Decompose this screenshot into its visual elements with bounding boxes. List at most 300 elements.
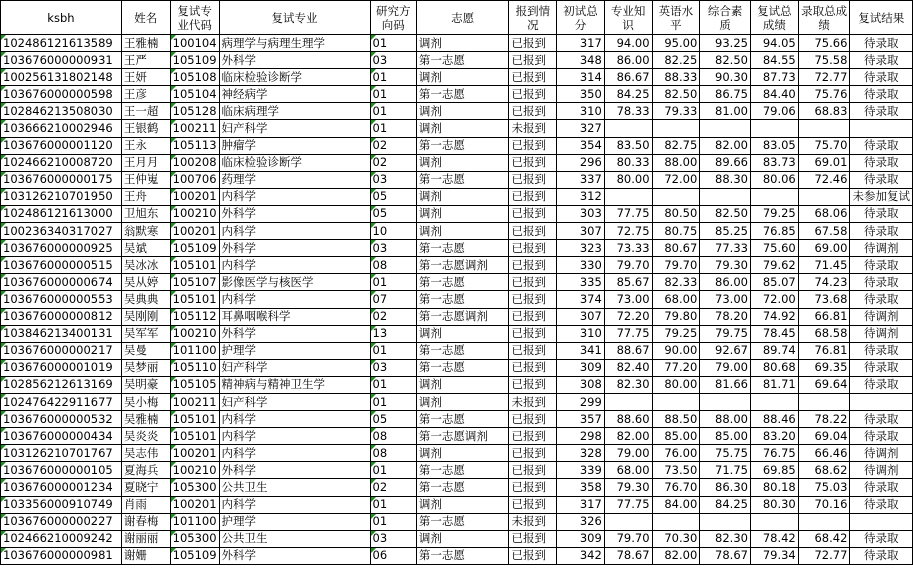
- cell-major-code[interactable]: 105104: [170, 86, 219, 103]
- cell-major-code[interactable]: 100706: [170, 171, 219, 188]
- cell-ksbh[interactable]: 103666210002946: [1, 120, 122, 137]
- col-header-major-code[interactable]: 复试专业代码: [170, 1, 219, 35]
- cell-major-code[interactable]: 105300: [170, 479, 219, 496]
- cell-admission-total[interactable]: 75.58: [798, 52, 850, 69]
- cell-major-code[interactable]: 100210: [170, 205, 219, 222]
- cell-professional[interactable]: 86.00: [604, 52, 652, 69]
- cell-english[interactable]: 82.00: [652, 547, 700, 564]
- col-header-report-status[interactable]: 报到情况: [509, 1, 557, 35]
- cell-admission-total[interactable]: 73.68: [798, 291, 850, 308]
- cell-english[interactable]: 82.25: [652, 52, 700, 69]
- cell-direction-code[interactable]: 01: [370, 120, 416, 137]
- cell-preference[interactable]: 调剂: [416, 530, 509, 547]
- cell-admission-total[interactable]: 67.58: [798, 223, 850, 240]
- cell-preference[interactable]: 第一志愿调剂: [416, 308, 509, 325]
- cell-result[interactable]: 待录取: [850, 171, 913, 188]
- cell-result[interactable]: 待录取: [850, 223, 913, 240]
- cell-overall-quality[interactable]: 82.50: [700, 205, 751, 222]
- cell-preference[interactable]: 调剂: [416, 445, 509, 462]
- cell-major-code[interactable]: 100104: [170, 35, 219, 52]
- cell-direction-code[interactable]: 06: [370, 547, 416, 564]
- cell-preference[interactable]: 第一志愿: [416, 137, 509, 154]
- cell-name[interactable]: 吴志伟: [121, 445, 170, 462]
- cell-direction-code[interactable]: 02: [370, 479, 416, 496]
- cell-direction-code[interactable]: 01: [370, 35, 416, 52]
- cell-direction-code[interactable]: 03: [370, 240, 416, 257]
- cell-result[interactable]: 待录取: [850, 274, 913, 291]
- cell-ksbh[interactable]: 103676000000515: [1, 257, 122, 274]
- cell-major[interactable]: 内科学: [219, 445, 370, 462]
- cell-initial-score[interactable]: 307: [557, 223, 605, 240]
- cell-professional[interactable]: 88.60: [604, 411, 652, 428]
- cell-admission-total[interactable]: 75.70: [798, 137, 850, 154]
- cell-result[interactable]: 待录取: [850, 103, 913, 120]
- cell-professional[interactable]: 86.67: [604, 69, 652, 86]
- cell-major[interactable]: 外科学: [219, 325, 370, 342]
- cell-major-code[interactable]: 100208: [170, 154, 219, 171]
- cell-preference[interactable]: 调剂: [416, 120, 509, 137]
- cell-major-code[interactable]: 100210: [170, 462, 219, 479]
- cell-initial-score[interactable]: 317: [557, 35, 605, 52]
- cell-preference[interactable]: 第一志愿: [416, 291, 509, 308]
- cell-direction-code[interactable]: 03: [370, 171, 416, 188]
- cell-admission-total[interactable]: [798, 513, 850, 530]
- cell-direction-code[interactable]: 01: [370, 513, 416, 530]
- cell-major[interactable]: 妇产科学: [219, 120, 370, 137]
- cell-major[interactable]: 内科学: [219, 188, 370, 205]
- cell-retest-total[interactable]: 72.00: [750, 291, 798, 308]
- cell-result[interactable]: 待录取: [850, 530, 913, 547]
- cell-report-status[interactable]: 已报到: [509, 240, 557, 257]
- cell-admission-total[interactable]: 69.04: [798, 428, 850, 445]
- cell-major[interactable]: 妇产科学: [219, 393, 370, 410]
- cell-direction-code[interactable]: 01: [370, 342, 416, 359]
- cell-major-code[interactable]: 105113: [170, 137, 219, 154]
- cell-preference[interactable]: 调剂: [416, 154, 509, 171]
- cell-result[interactable]: 待录取: [850, 154, 913, 171]
- cell-major[interactable]: 外科学: [219, 205, 370, 222]
- cell-initial-score[interactable]: 317: [557, 496, 605, 513]
- cell-ksbh[interactable]: 103676000000105: [1, 462, 122, 479]
- cell-major[interactable]: 临床检验诊断学: [219, 154, 370, 171]
- cell-result[interactable]: 待录取: [850, 411, 913, 428]
- col-header-english[interactable]: 英语水平: [652, 1, 700, 35]
- cell-report-status[interactable]: 已报到: [509, 188, 557, 205]
- cell-major[interactable]: 内科学: [219, 223, 370, 240]
- cell-result[interactable]: 待调剂: [850, 462, 913, 479]
- cell-major[interactable]: 病理学与病理生理学: [219, 35, 370, 52]
- cell-name[interactable]: 夏海兵: [121, 462, 170, 479]
- cell-preference[interactable]: 第一志愿: [416, 274, 509, 291]
- cell-overall-quality[interactable]: 77.33: [700, 240, 751, 257]
- cell-overall-quality[interactable]: 78.20: [700, 308, 751, 325]
- cell-major-code[interactable]: 105107: [170, 274, 219, 291]
- cell-english[interactable]: 88.33: [652, 69, 700, 86]
- cell-retest-total[interactable]: 75.60: [750, 240, 798, 257]
- cell-major-code[interactable]: 105109: [170, 240, 219, 257]
- cell-result[interactable]: 待调剂: [850, 308, 913, 325]
- cell-major[interactable]: 内科学: [219, 257, 370, 274]
- cell-report-status[interactable]: 已报到: [509, 445, 557, 462]
- cell-result[interactable]: 未参加复试: [850, 188, 913, 205]
- cell-preference[interactable]: 调剂: [416, 103, 509, 120]
- cell-direction-code[interactable]: 03: [370, 530, 416, 547]
- cell-major[interactable]: 影像医学与核医学: [219, 274, 370, 291]
- cell-report-status[interactable]: 已报到: [509, 411, 557, 428]
- cell-overall-quality[interactable]: 75.75: [700, 445, 751, 462]
- cell-direction-code[interactable]: 02: [370, 154, 416, 171]
- cell-result[interactable]: 待录取: [850, 52, 913, 69]
- col-header-initial-score[interactable]: 初试总分: [557, 1, 605, 35]
- cell-professional[interactable]: 68.00: [604, 462, 652, 479]
- cell-major-code[interactable]: 105108: [170, 69, 219, 86]
- cell-direction-code[interactable]: 08: [370, 257, 416, 274]
- cell-preference[interactable]: 第一志愿调剂: [416, 428, 509, 445]
- cell-retest-total[interactable]: 79.62: [750, 257, 798, 274]
- cell-report-status[interactable]: 已报到: [509, 530, 557, 547]
- cell-retest-total[interactable]: 87.73: [750, 69, 798, 86]
- cell-professional[interactable]: 78.33: [604, 103, 652, 120]
- cell-direction-code[interactable]: 01: [370, 69, 416, 86]
- cell-result[interactable]: 待录取: [850, 291, 913, 308]
- cell-retest-total[interactable]: [750, 188, 798, 205]
- cell-major[interactable]: 内科学: [219, 291, 370, 308]
- cell-initial-score[interactable]: 323: [557, 240, 605, 257]
- col-header-admission-total[interactable]: 录取总成绩: [798, 1, 850, 35]
- cell-preference[interactable]: 第一志愿: [416, 171, 509, 188]
- cell-admission-total[interactable]: 68.06: [798, 205, 850, 222]
- cell-ksbh[interactable]: 102486121613589: [1, 35, 122, 52]
- cell-direction-code[interactable]: 02: [370, 137, 416, 154]
- cell-retest-total[interactable]: [750, 513, 798, 530]
- cell-professional[interactable]: 77.75: [604, 496, 652, 513]
- cell-initial-score[interactable]: 339: [557, 462, 605, 479]
- cell-professional[interactable]: 77.75: [604, 325, 652, 342]
- cell-report-status[interactable]: 已报到: [509, 342, 557, 359]
- cell-english[interactable]: 95.00: [652, 35, 700, 52]
- cell-professional[interactable]: 72.75: [604, 223, 652, 240]
- cell-report-status[interactable]: 已报到: [509, 171, 557, 188]
- cell-major[interactable]: 临床病理学: [219, 103, 370, 120]
- cell-retest-total[interactable]: 81.71: [750, 376, 798, 393]
- col-header-name[interactable]: 姓名: [121, 1, 170, 35]
- cell-admission-total[interactable]: 72.77: [798, 69, 850, 86]
- cell-admission-total[interactable]: 74.23: [798, 274, 850, 291]
- cell-direction-code[interactable]: 05: [370, 411, 416, 428]
- cell-direction-code[interactable]: 07: [370, 291, 416, 308]
- cell-name[interactable]: 吴梦丽: [121, 359, 170, 376]
- cell-report-status[interactable]: 已报到: [509, 35, 557, 52]
- cell-major-code[interactable]: 100201: [170, 188, 219, 205]
- cell-retest-total[interactable]: 88.46: [750, 411, 798, 428]
- cell-major[interactable]: 内科学: [219, 428, 370, 445]
- cell-major-code[interactable]: 105128: [170, 103, 219, 120]
- cell-overall-quality[interactable]: 79.75: [700, 325, 751, 342]
- cell-initial-score[interactable]: 312: [557, 188, 605, 205]
- cell-english[interactable]: 82.33: [652, 274, 700, 291]
- cell-admission-total[interactable]: 69.00: [798, 240, 850, 257]
- cell-ksbh[interactable]: 102476422911677: [1, 393, 122, 410]
- cell-name[interactable]: 谢丽丽: [121, 530, 170, 547]
- cell-overall-quality[interactable]: [700, 393, 751, 410]
- cell-retest-total[interactable]: 78.42: [750, 530, 798, 547]
- cell-initial-score[interactable]: 354: [557, 137, 605, 154]
- cell-retest-total[interactable]: 85.07: [750, 274, 798, 291]
- cell-major[interactable]: 公共卫生: [219, 479, 370, 496]
- cell-preference[interactable]: 第一志愿: [416, 547, 509, 564]
- cell-major-code[interactable]: 105109: [170, 547, 219, 564]
- cell-ksbh[interactable]: 103676000001120: [1, 137, 122, 154]
- cell-english[interactable]: 79.70: [652, 257, 700, 274]
- cell-name[interactable]: 王永: [121, 137, 170, 154]
- cell-major[interactable]: 临床检验诊断学: [219, 69, 370, 86]
- cell-admission-total[interactable]: 66.81: [798, 308, 850, 325]
- cell-name[interactable]: 吴从婷: [121, 274, 170, 291]
- cell-preference[interactable]: 第一志愿: [416, 462, 509, 479]
- cell-name[interactable]: 吴军军: [121, 325, 170, 342]
- cell-professional[interactable]: 79.70: [604, 257, 652, 274]
- cell-result[interactable]: [850, 120, 913, 137]
- col-header-overall-quality[interactable]: 综合素质: [700, 1, 751, 35]
- cell-name[interactable]: 吴明豪: [121, 376, 170, 393]
- cell-direction-code[interactable]: 13: [370, 325, 416, 342]
- cell-major-code[interactable]: 105101: [170, 291, 219, 308]
- cell-major[interactable]: 肿瘤学: [219, 137, 370, 154]
- cell-retest-total[interactable]: 76.85: [750, 223, 798, 240]
- cell-initial-score[interactable]: 314: [557, 69, 605, 86]
- cell-professional[interactable]: 88.67: [604, 342, 652, 359]
- cell-overall-quality[interactable]: 82.00: [700, 137, 751, 154]
- cell-overall-quality[interactable]: 79.30: [700, 257, 751, 274]
- cell-initial-score[interactable]: 358: [557, 479, 605, 496]
- cell-retest-total[interactable]: 69.85: [750, 462, 798, 479]
- cell-english[interactable]: 79.25: [652, 325, 700, 342]
- cell-direction-code[interactable]: 01: [370, 393, 416, 410]
- cell-preference[interactable]: 第一志愿: [416, 52, 509, 69]
- cell-result[interactable]: [850, 393, 913, 410]
- cell-english[interactable]: 80.67: [652, 240, 700, 257]
- cell-result[interactable]: [850, 513, 913, 530]
- cell-admission-total[interactable]: 71.45: [798, 257, 850, 274]
- cell-result[interactable]: 待调剂: [850, 325, 913, 342]
- cell-name[interactable]: 吴炎炎: [121, 428, 170, 445]
- cell-direction-code[interactable]: 01: [370, 274, 416, 291]
- cell-professional[interactable]: 73.00: [604, 291, 652, 308]
- cell-major[interactable]: 护理学: [219, 513, 370, 530]
- cell-report-status[interactable]: 已报到: [509, 86, 557, 103]
- cell-english[interactable]: 76.70: [652, 479, 700, 496]
- cell-ksbh[interactable]: 103676000000217: [1, 342, 122, 359]
- cell-result[interactable]: 待录取: [850, 479, 913, 496]
- cell-overall-quality[interactable]: 85.00: [700, 428, 751, 445]
- cell-direction-code[interactable]: 01: [370, 496, 416, 513]
- cell-admission-total[interactable]: 72.46: [798, 171, 850, 188]
- cell-overall-quality[interactable]: 85.25: [700, 223, 751, 240]
- cell-direction-code[interactable]: 05: [370, 205, 416, 222]
- cell-major-code[interactable]: 100211: [170, 393, 219, 410]
- cell-retest-total[interactable]: 84.40: [750, 86, 798, 103]
- cell-preference[interactable]: 调剂: [416, 496, 509, 513]
- cell-preference[interactable]: 第一志愿: [416, 359, 509, 376]
- cell-direction-code[interactable]: 03: [370, 52, 416, 69]
- cell-report-status[interactable]: 未报到: [509, 513, 557, 530]
- cell-admission-total[interactable]: [798, 120, 850, 137]
- cell-major[interactable]: 内科学: [219, 496, 370, 513]
- cell-result[interactable]: 待录取: [850, 428, 913, 445]
- cell-name[interactable]: 夏晓宁: [121, 479, 170, 496]
- cell-major-code[interactable]: 105101: [170, 428, 219, 445]
- cell-major[interactable]: 妇产科学: [219, 359, 370, 376]
- cell-major[interactable]: 药理学: [219, 171, 370, 188]
- cell-retest-total[interactable]: 78.45: [750, 325, 798, 342]
- cell-major[interactable]: 内科学: [219, 411, 370, 428]
- cell-name[interactable]: 吴雅楠: [121, 411, 170, 428]
- cell-name[interactable]: 王舟: [121, 188, 170, 205]
- cell-overall-quality[interactable]: 90.30: [700, 69, 751, 86]
- cell-ksbh[interactable]: 103676000000598: [1, 86, 122, 103]
- cell-professional[interactable]: 84.25: [604, 86, 652, 103]
- cell-name[interactable]: 吴小梅: [121, 393, 170, 410]
- cell-ksbh[interactable]: 103676000000925: [1, 240, 122, 257]
- cell-english[interactable]: 77.20: [652, 359, 700, 376]
- cell-major-code[interactable]: 105112: [170, 308, 219, 325]
- cell-retest-total[interactable]: [750, 120, 798, 137]
- cell-report-status[interactable]: 已报到: [509, 103, 557, 120]
- cell-english[interactable]: [652, 393, 700, 410]
- cell-name[interactable]: 吴冰冰: [121, 257, 170, 274]
- cell-name[interactable]: 王仲嵬: [121, 171, 170, 188]
- cell-major[interactable]: 精神病与精神卫生学: [219, 376, 370, 393]
- cell-report-status[interactable]: 已报到: [509, 154, 557, 171]
- cell-name[interactable]: 王银鹤: [121, 120, 170, 137]
- cell-professional[interactable]: 83.50: [604, 137, 652, 154]
- cell-retest-total[interactable]: 79.34: [750, 547, 798, 564]
- cell-major-code[interactable]: 100201: [170, 445, 219, 462]
- cell-ksbh[interactable]: 103676000000532: [1, 411, 122, 428]
- cell-initial-score[interactable]: 310: [557, 103, 605, 120]
- cell-ksbh[interactable]: 103676000000175: [1, 171, 122, 188]
- cell-name[interactable]: 王月月: [121, 154, 170, 171]
- cell-initial-score[interactable]: 357: [557, 411, 605, 428]
- cell-major[interactable]: 耳鼻咽喉科学: [219, 308, 370, 325]
- cell-name[interactable]: 王严: [121, 52, 170, 69]
- cell-professional[interactable]: [604, 513, 652, 530]
- cell-initial-score[interactable]: 350: [557, 86, 605, 103]
- cell-preference[interactable]: 第一志愿: [416, 479, 509, 496]
- cell-overall-quality[interactable]: 86.30: [700, 479, 751, 496]
- cell-ksbh[interactable]: 103126210701767: [1, 445, 122, 462]
- cell-retest-total[interactable]: 79.25: [750, 205, 798, 222]
- cell-direction-code[interactable]: 08: [370, 445, 416, 462]
- cell-english[interactable]: 80.75: [652, 223, 700, 240]
- cell-retest-total[interactable]: 76.75: [750, 445, 798, 462]
- cell-major-code[interactable]: 105110: [170, 359, 219, 376]
- cell-overall-quality[interactable]: 78.67: [700, 547, 751, 564]
- cell-admission-total[interactable]: 75.76: [798, 86, 850, 103]
- cell-overall-quality[interactable]: 82.30: [700, 530, 751, 547]
- cell-ksbh[interactable]: 103676000000227: [1, 513, 122, 530]
- cell-preference[interactable]: 调剂: [416, 376, 509, 393]
- cell-admission-total[interactable]: 66.46: [798, 445, 850, 462]
- cell-english[interactable]: 90.00: [652, 342, 700, 359]
- cell-english[interactable]: 72.00: [652, 171, 700, 188]
- cell-ksbh[interactable]: 103676000000434: [1, 428, 122, 445]
- cell-professional[interactable]: 82.00: [604, 428, 652, 445]
- cell-professional[interactable]: [604, 393, 652, 410]
- cell-result[interactable]: 待调剂: [850, 445, 913, 462]
- cell-admission-total[interactable]: [798, 393, 850, 410]
- cell-admission-total[interactable]: 68.58: [798, 325, 850, 342]
- cell-initial-score[interactable]: 341: [557, 342, 605, 359]
- cell-name[interactable]: 王雅楠: [121, 35, 170, 52]
- cell-result[interactable]: 待调剂: [850, 240, 913, 257]
- cell-overall-quality[interactable]: 86.75: [700, 86, 751, 103]
- cell-result[interactable]: 待录取: [850, 137, 913, 154]
- cell-admission-total[interactable]: 69.01: [798, 154, 850, 171]
- cell-name[interactable]: 翁默寒: [121, 223, 170, 240]
- cell-overall-quality[interactable]: 93.25: [700, 35, 751, 52]
- cell-initial-score[interactable]: 303: [557, 205, 605, 222]
- cell-admission-total[interactable]: 68.83: [798, 103, 850, 120]
- cell-initial-score[interactable]: 374: [557, 291, 605, 308]
- cell-direction-code[interactable]: 01: [370, 103, 416, 120]
- cell-major[interactable]: 神经病学: [219, 86, 370, 103]
- cell-preference[interactable]: 第一志愿: [416, 86, 509, 103]
- cell-ksbh[interactable]: 100236340317027: [1, 223, 122, 240]
- cell-overall-quality[interactable]: 89.66: [700, 154, 751, 171]
- cell-initial-score[interactable]: 310: [557, 325, 605, 342]
- cell-ksbh[interactable]: 102466210009242: [1, 530, 122, 547]
- cell-initial-score[interactable]: 309: [557, 530, 605, 547]
- cell-preference[interactable]: 调剂: [416, 188, 509, 205]
- cell-ksbh[interactable]: 102486121613000: [1, 205, 122, 222]
- cell-report-status[interactable]: 已报到: [509, 137, 557, 154]
- cell-preference[interactable]: 第一志愿: [416, 240, 509, 257]
- cell-overall-quality[interactable]: 92.67: [700, 342, 751, 359]
- cell-ksbh[interactable]: 102856212613169: [1, 376, 122, 393]
- cell-ksbh[interactable]: 102846213508030: [1, 103, 122, 120]
- cell-professional[interactable]: 79.70: [604, 530, 652, 547]
- cell-retest-total[interactable]: 89.74: [750, 342, 798, 359]
- cell-ksbh[interactable]: 103676000000981: [1, 547, 122, 564]
- cell-major-code[interactable]: 105109: [170, 52, 219, 69]
- cell-report-status[interactable]: 已报到: [509, 52, 557, 69]
- cell-admission-total[interactable]: 78.22: [798, 411, 850, 428]
- cell-professional[interactable]: 78.67: [604, 547, 652, 564]
- cell-retest-total[interactable]: 80.68: [750, 359, 798, 376]
- cell-ksbh[interactable]: 102466210008720: [1, 154, 122, 171]
- cell-retest-total[interactable]: 74.92: [750, 308, 798, 325]
- cell-initial-score[interactable]: 309: [557, 359, 605, 376]
- cell-professional[interactable]: 80.00: [604, 171, 652, 188]
- cell-admission-total[interactable]: 68.62: [798, 462, 850, 479]
- cell-name[interactable]: 王妍: [121, 69, 170, 86]
- cell-direction-code[interactable]: 03: [370, 359, 416, 376]
- cell-name[interactable]: 吴典典: [121, 291, 170, 308]
- cell-overall-quality[interactable]: 86.00: [700, 274, 751, 291]
- cell-overall-quality[interactable]: 79.00: [700, 359, 751, 376]
- cell-overall-quality[interactable]: [700, 120, 751, 137]
- cell-report-status[interactable]: 已报到: [509, 205, 557, 222]
- cell-result[interactable]: 待录取: [850, 69, 913, 86]
- cell-major[interactable]: 护理学: [219, 342, 370, 359]
- cell-english[interactable]: 79.80: [652, 308, 700, 325]
- col-header-professional[interactable]: 专业知识: [604, 1, 652, 35]
- cell-preference[interactable]: 调剂: [416, 205, 509, 222]
- cell-professional[interactable]: 79.30: [604, 479, 652, 496]
- cell-report-status[interactable]: 已报到: [509, 291, 557, 308]
- cell-preference[interactable]: 第一志愿: [416, 342, 509, 359]
